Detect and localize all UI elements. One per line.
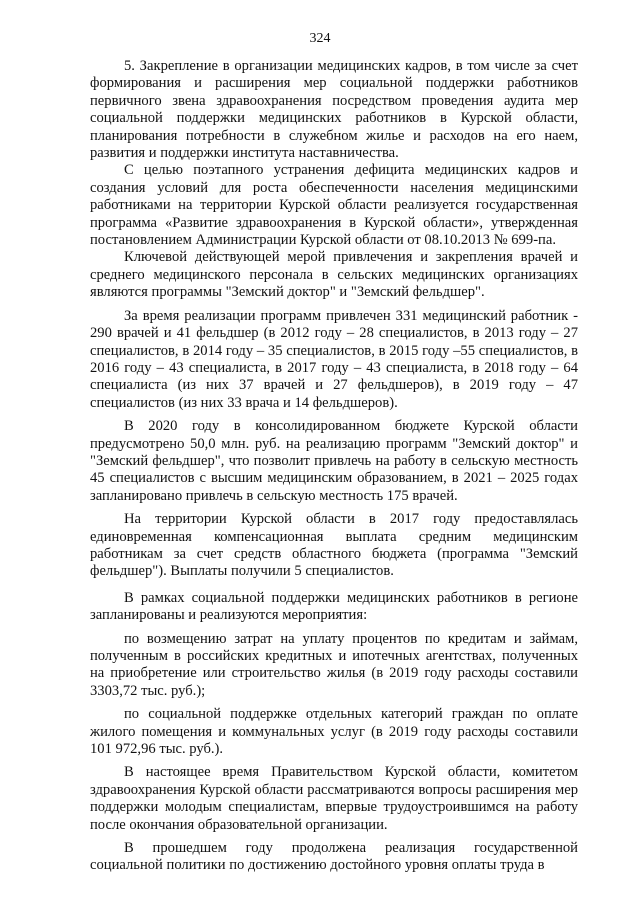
paragraph-young-specialists: В настоящее время Правительством Курской области, комитетом здравоохранения Курской области рассматриваются вопросы расширения мер поддержки молодым специалистам, впервые трудоустроившимся на работу после окончания образовательной организации.	[90, 764, 578, 833]
page-number: 324	[309, 31, 331, 46]
paragraph-budget-2020: В 2020 году в консолидированном бюджете Курской области предусмотрено 50,0 млн. руб. на реализацию программ "Земский доктор" и "Земский фельдшер", что позволит привлечь на работу в сельскую местность 45 специалистов с высшим медицинским образованием, в 2021 – 2025 годах запланировано привлечь в сельскую местность 175 врачей.	[90, 418, 578, 504]
paragraph-key-measure: Ключевой действующей мерой привлечения и закрепления врачей и среднего медицинского персонала в сельских медицинских организациях являются программы "Земский доктор" и "Земский фельдшер".	[90, 249, 578, 301]
paragraph-compensation-2017: На территории Курской области в 2017 году предоставлялась единовременная компенсационная выплата средним медицинским работникам за счет средств областного бюджета (программа "Земский фельдшер"). Выплаты получили 5 специалистов.	[90, 511, 578, 580]
paragraph-state-program: С целью поэтапного устранения дефицита медицинских кадров и создания условий для роста обеспеченности населения медицинскими работниками на территории Курской области реализуется государственная программа «Развитие здравоохранения в Курской области», утвержденная постановлением Администрации Курской области от 08.10.2013 № 699-па.	[90, 162, 578, 249]
paragraph-program-results: За время реализации программ привлечен 331 медицинский работник - 290 врачей и 41 фельдшер (в 2012 году – 28 специалистов, в 2013 году – 27 специалистов, в 2014 году – 35 специалистов, в 2015 году –55 специалистов, в 2016 году – 43 специалиста, в 2017 году – 43 специалиста, в 2018 году – 64 специалиста (из них 37 врачей и 27 фельдшеров), в 2019 году – 47 специалистов (из них 33 врача и 14 фельдшеров).	[90, 307, 578, 411]
paragraph-staff-retention: 5. Закрепление в организации медицинских кадров, в том числе за счет формирования и расширения мер социальной поддержки работников первичного звена здравоохранения посредством проведения аудита мер социальной поддержки медицинских работников в Курской области, планирования потребности в служебном жилье и расходов на его наем, развития и поддержки института наставничества.	[90, 58, 578, 162]
paragraph-housing-support: по социальной поддержке отдельных категорий граждан по оплате жилого помещения и коммунальных услуг (в 2019 году расходы составили 101 972,96 тыс. руб.).	[90, 706, 578, 758]
document-body	[90, 58, 578, 875]
paragraph-wage-policy: В прошедшем году продолжена реализация государственной социальной политики по достижению достойного уровня оплаты труда в	[90, 840, 578, 874]
paragraph-mortgage-compensation: по возмещению затрат на уплату процентов по кредитам и займам, полученным в российских кредитных и ипотечных агентствах, полученных на приобретение или строительство жилья (в 2019 году расходы составили 3303,72 тыс. руб.);	[90, 630, 578, 699]
paragraph-social-support-intro: В рамках социальной поддержки медицинских работников в регионе запланированы и реализуются мероприятия:	[90, 589, 578, 624]
